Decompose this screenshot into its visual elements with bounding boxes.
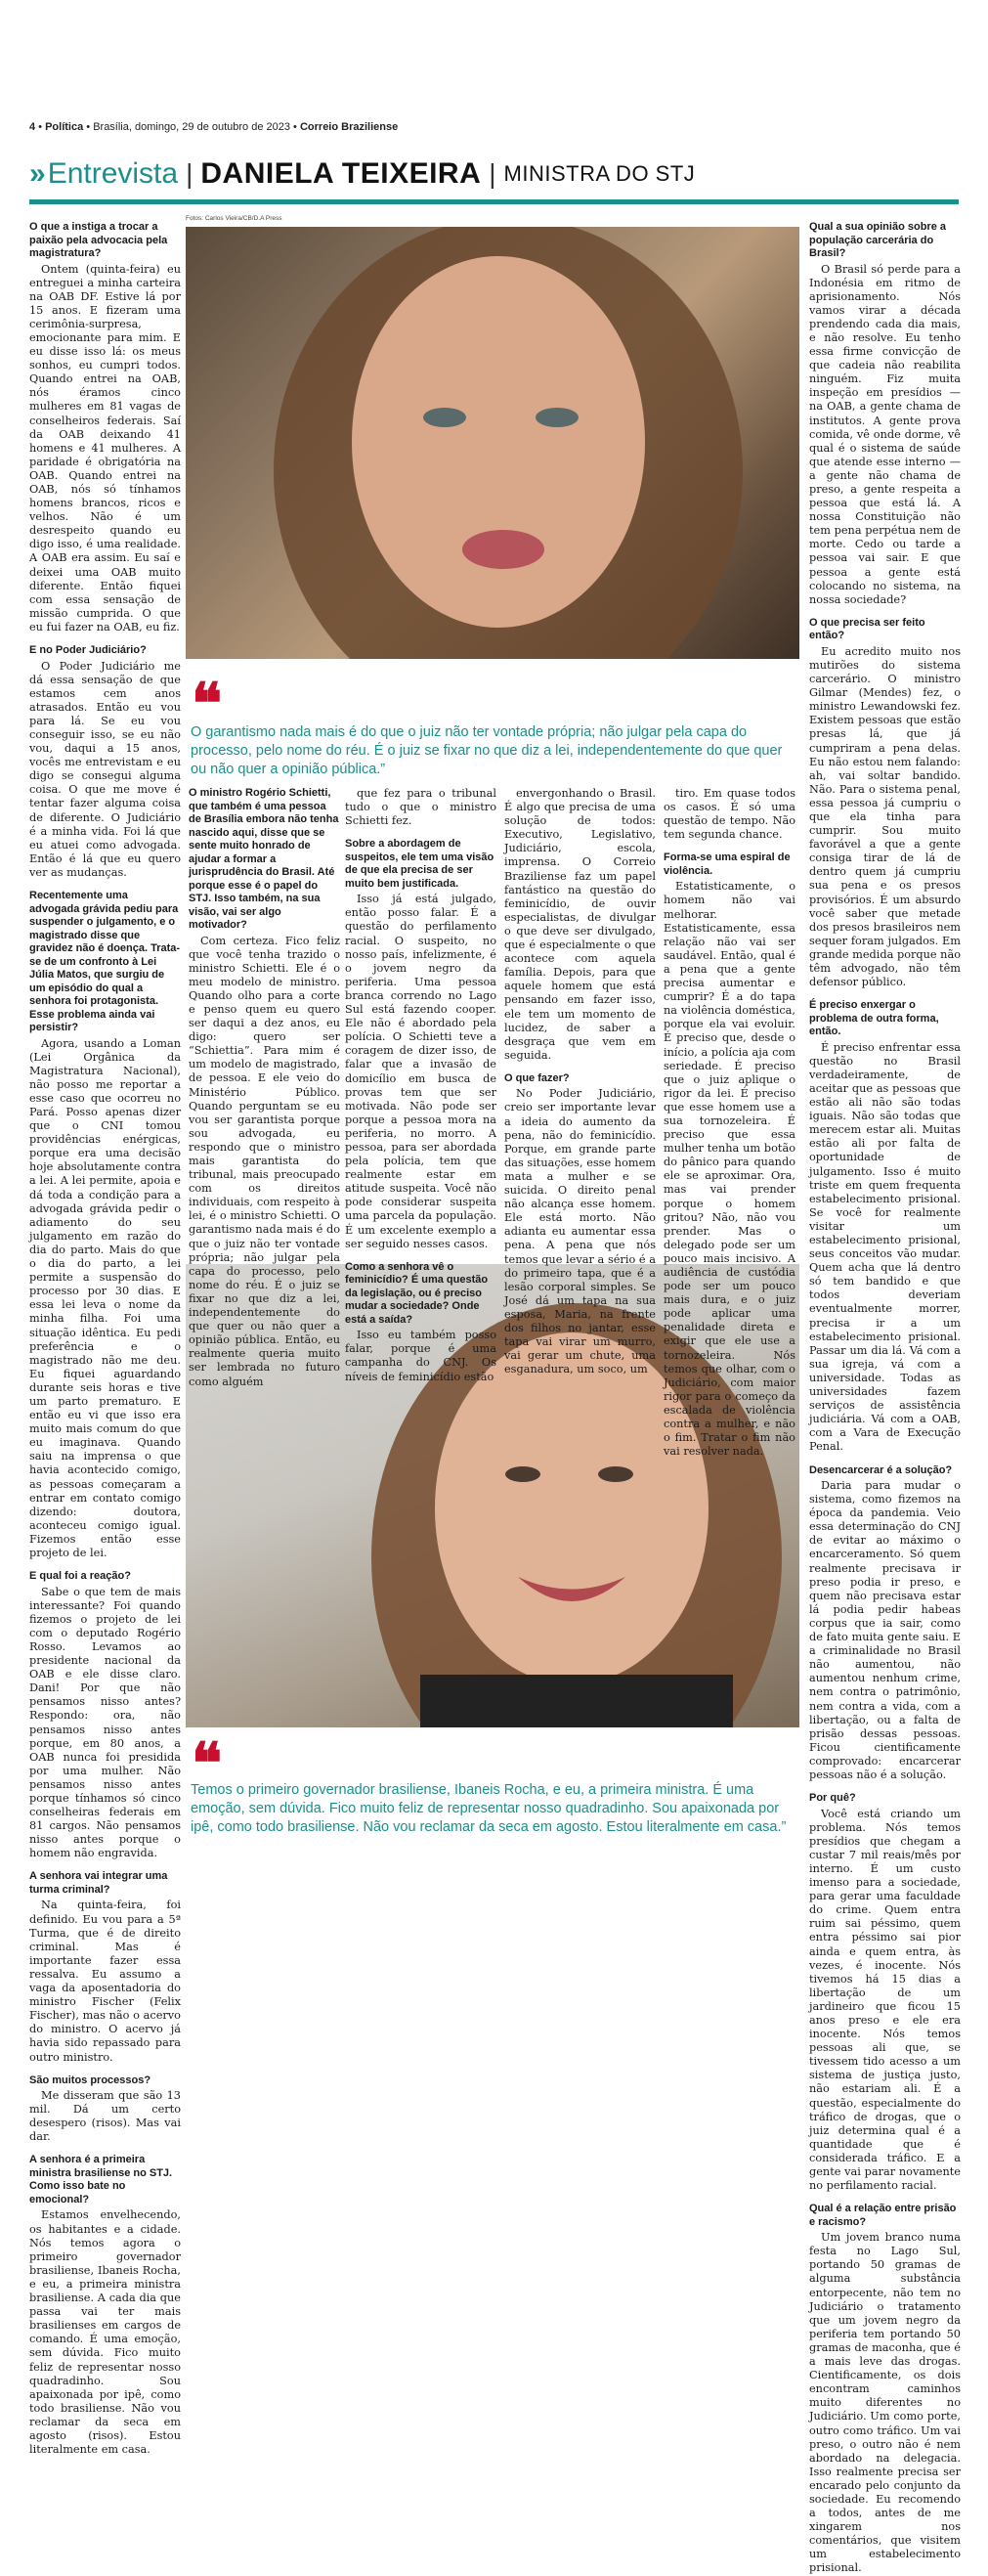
interview-question: A senhora vai integrar uma turma criminal? [29, 1870, 168, 1896]
interview-question: O que a instiga a trocar a paixão pela advocacia pela magistratura? [29, 221, 168, 259]
interview-answer: Você está criando um problema. Nós temos presídios que chegam a custar 7 mil reais/mês por interno. É um custo imenso para a sociedade, para gerar uma faculdade do crime. Quem entra ruim sai péssimo, quem entra péssimo sai pior ainda e quem entra, às vezes, é inocente. Nós tivemos há 15 dias a libertação de um jardineiro que ficou 15 anos preso e ele era inocente. Nós temos pessoas ali que, se tivessem tido acesso a um sistema de justiça justo, não estariam ali. É a questão, especialmente do tráfico de drogas, que o juiz determina qual é a quantidade que é considerada tráfico. E a gente vai parar novamente no perfilamento racial. [809, 1807, 961, 2193]
quote-mark-icon: ❝ [192, 671, 223, 737]
interview-answer: Na quinta-feira, foi definido. Eu vou para a 5ª Turma, que é de direito criminal. Mas é importante fazer essa ressalva. Eu assumo a vaga da aposentadoria do ministro Fischer (Felix Fischer), mas não o acervo do ministro. O acervo já havia sido repassado para outro ministro. [29, 1899, 181, 2064]
text-column-2 [189, 787, 340, 1389]
interview-answer: Estamos envelhecendo, os habitantes e a cidade. Nós temos agora o primeiro governador brasiliense, Ibaneis Rocha, e eu, a primeira ministra brasiliense. A cada dia que passa vai ter mais brasilienses em cargos de comando. É uma emoção, sem dúvida. Fico muito feliz de representar nosso quadradinho. Sou apaixonada por ipê, como todo brasiliense. Não vou reclamar da seca em agosto (risos). Estou literalmente em casa. [29, 2208, 181, 2457]
interview-answer: Um jovem branco numa festa no Lago Sul, portando 50 gramas de alguma substância entorpecente, não tem no Judiciário o tratamento que um jovem negro da periferia tem portando 50 gramas de maconha, que é a mais leve das drogas. Cientificamente, os dois encontram caminhos muito diferentes no Judiciário. Um como porte, outro como tráfico. Um vai preso, o outro não é nem abordado na delegacia. Isso realmente precisa ser encarado pelo conjunto da sociedade. Eu recomendo a todos, antes de me xingarem nos comentários, que visitem um estabelecimento prisional. [809, 2231, 961, 2575]
pull-quote-1: O garantismo nada mais é do que o juiz não ter vontade própria; não julgar pela capa do processo, pelo nome do réu. É o juiz se fixar no que diz a lei, independentemente do que quer ou não quer a opinião pública.” [191, 724, 783, 777]
quote-mark-icon: ❝ [192, 1730, 223, 1797]
interview-answer: Agora, usando a Loman (Lei Orgânica da Magistratura Nacional), não posso me reportar a esse caso que ocorreu no Pará. Posso apenas dizer que o CNI tomou providências enérgicas, porque era uma decisão hoje absolutamente contra a lei. A lei permite, apoia e dá toda a condição para a advogada grávida pedir o adiamento do seu julgamento em razão do dia do parto. Mais do que o dia do parto, a lei permite a suspensão do processo por 30 dias. E essa lei leva o nome da minha filha. Foi uma situação idêntica. Eu pedi preferência e o magistrado não me deu. Eu fiquei aguardando durante seis horas e tive um parto prematuro. E então eu vi que isso era muito mais comum do que eu imaginava. Quando saiu na imprensa o que havia acontecido comigo, as pessoas começaram a entrar em contato comigo dizendo: doutora, aconteceu comigo igual. Fizemos então esse projeto de lei. [29, 1036, 181, 1559]
interview-question: O ministro Rogério Schietti, que também é uma pessoa de Brasília embora não tenha nascido aqui, disse que se sente muito honrado de ajudar a formar a jurisprudência do Brasil. Até porque esse é o papel do STJ. Isso também, na sua visão, vai ser algo motivador? [189, 787, 339, 931]
interview-answer: Ontem (quinta-feira) eu entreguei a minha carteira na OAB DF. Estive lá por 15 anos. E fizeram uma cerimônia-surpresa, emocionante para mim. E eu disse isso lá: os meus sonhos, eu cumpri todos. Quando entrei na OAB, nós éramos cinco mulheres em 81 vagas de conselheiros federais. Saí da OAB deixando 41 homens e 41 mulheres. A paridade é obrigatória na OAB. Quando entrei na OAB, nós só tínhamos homens brancos, ricos e velhos. Não é um desrespeito quando eu digo isso, é uma realidade. A OAB era assim. Eu saí e deixei uma OAB muito diferente. Então fiquei com essa sensação de missão cumprida. O que eu fui fazer na OAB, eu fiz. [29, 262, 181, 633]
interview-answer: É preciso enfrentar essa questão no Brasil verdadeiramente, de aceitar que as pessoas que estão ali não são todas iguais. Não são todas que merecem estar ali. Muitas estão ali por falta de oportunidade de julgamento. Isso é muito triste em quem frequenta estabelecimento prisional. Se você for realmente visitar um estabelecimento prisional, seus conceitos vão mudar. Quem acha que lá dentro só tem bandido e que todos deveriam eventualmente morrer, precisa ir a um estabelecimento prisional. Passar um dia lá. Vá com a sua igreja, vá com a universidade. Todas as universidades fazem serviços de assistência judiciária. Vá com a OAB, com a Vara de Execução Penal. [809, 1040, 961, 1454]
interview-answer: tiro. Em quase todos os casos. É só uma questão de tempo. Não tem segunda chance. [664, 787, 795, 842]
interview-question: Qual é a relação entre prisão e racismo? [809, 2203, 957, 2228]
interview-question: O que precisa ser feito então? [809, 616, 925, 642]
text-column-5 [664, 787, 795, 1459]
interview-question: Por quê? [809, 1792, 856, 1805]
text-column-4 [504, 787, 656, 1376]
interview-question: E no Poder Judiciário? [29, 644, 147, 657]
interview-answer: Eu acredito muito nos mutirões do sistema carcerário. O ministro Gilmar (Mendes) fez, o ministro Lewandowski fez. Existem pessoas que estão presas lá, que já cumpriram a pena delas. Eu não estou nem falando: ah, vai soltar bandido. Não. Para o sistema penal, essa pessoa já cumpriu o que ela tinha para cumprir. Sou muito favorável a que a gente consiga tirar de lá de dentro quem já cumpriu sua pena e os presos provisórios. É um absurdo você saber que metade dos presos brasileiros nem sequer foram julgados. Em grande medida porque não têm advogado, não têm defensor público. [809, 644, 961, 989]
interview-question: São muitos processos? [29, 2074, 151, 2086]
interview-question: Forma-se uma espiral de violência. [664, 851, 791, 877]
interview-answer: envergonhando o Brasil. É algo que precisa de uma solução de todos: Executivo, Legislativo, Judiciário, escola, imprensa. O Correio Braziliense faz um papel fantástico na questão do feminicídio, de ouvir especialistas, de divulgar o que deve ser divulgado, que é especialmente o que acontece com aquela família. Depois, para que aquele homem que está pensando em fazer isso, ele tem um momento de lucidez, de saber a desgraça que vem em seguida. [504, 787, 656, 1062]
section-label: Entrevista [47, 157, 179, 190]
separator: | [489, 158, 496, 189]
interview-answer: que fez para o tribunal tudo o que o ministro Schietti fez. [345, 787, 496, 828]
interview-answer: O Poder Judiciário me dá essa sensação de que estamos cem anos atrasados. Então eu vou para lá. Se eu vou conseguir isso, se eu não vou, daqui a 15 anos, vocês me entrevistam e eu digo se consegui alguma coisa. O que me move é tentar fazer alguma coisa de diferente. O Judiciário é a minha vida. Foi lá que eu atuei como advogada. Então é lá que eu quero ver as mudanças. [29, 659, 181, 879]
interview-answer: Sabe o que tem de mais interessante? Foi quando fizemos o projeto de lei com o deputado Rogério Rosso. Levamos ao presidente nacional da OAB e ele disse claro. Dani! Por que não pensamos nisso antes? Respondo: ora, não pensamos nisso antes porque, em 80 anos, a OAB nunca foi presidida por uma mulher. Não pensamos nisso antes porque tínhamos só cinco conselheiras federais em 81 cargos. Não pensamos nisso antes porque o homem não engravida. [29, 1585, 181, 1860]
headline-rule [29, 199, 959, 204]
interview-answer: Com certeza. Fico feliz que você tenha trazido o ministro Schietti. Ele é o meu modelo de ministro. Quando olho para a corte e penso quem eu quero ser daqui a dez anos, eu digo: quero ser “Schiettia”. Para mim é um modelo de magistrado, de pessoa. E ele veio do Ministério Público. Quando perguntam se eu vou ser garantista porque sou advogada, eu respondo que o ministro mais garantista do tribunal, mais preocupado com os direitos individuais, com respeito à lei, é o ministro Schietti. O garantismo nada mais é do que o juiz não ter vontade própria; não julgar pela capa do processo, pelo nome do réu. É o juiz se fixar no que diz a lei, independentemente do que quer ou não quer a opinião pública. Então, eu realmente queria muito ser lembrada no futuro como alguém [189, 934, 340, 1388]
interview-question: A senhora é a primeira ministra brasiliense no STJ. Como isso bate no emocional? [29, 2154, 173, 2205]
chevron-icon: » [29, 157, 46, 190]
interviewee-role: MINISTRA DO STJ [503, 161, 696, 186]
photo-credit: Fotos: Carlos Vieira/CB/D.A Press [186, 215, 282, 222]
interview-answer: Me disseram que são 13 mil. Dá um certo desespero (risos). Mas vai dar. [29, 2089, 181, 2144]
folio-date: Brasília, domingo, 29 de outubro de 2023 [93, 121, 290, 133]
headline [29, 154, 959, 194]
separator: | [186, 158, 193, 189]
interview-question: Recentemente uma advogada grávida pediu para suspender o julgamento, e o magistrado disse que gravidez não é doença. Trata-se de um confronto à Lei Júlia Matos, que surgiu de um episódio do qual a senhora foi protagonista. Esse problema ainda vai persistir? [29, 890, 181, 1034]
portrait-illustration-top [186, 227, 799, 659]
interview-question: O que fazer? [504, 1071, 570, 1084]
interview-question: É preciso enxergar o problema de outra forma, então. [809, 999, 939, 1038]
interview-question: Como a senhora vê o feminicídio? É uma questão da legislação, ou é preciso mudar a sociedade? Onde está a saída? [345, 1260, 489, 1326]
interview-question: Sobre a abordagem de suspeitos, ele tem uma visão de que ela precisa de ser muito bem justificada. [345, 838, 494, 890]
folio: 4 • Política • Brasília, domingo, 29 de outubro de 2023 • Correio Braziliense [29, 121, 399, 133]
interview-answer: Isso eu também posso falar, porque é uma campanha do CNJ. Os níveis de feminicídio estão [345, 1329, 496, 1383]
text-column-6 [809, 221, 961, 2576]
text-column-1 [29, 221, 181, 2457]
interview-question: Qual a sua opinião sobre a população carcerária do Brasil? [809, 221, 946, 259]
page-number: 4 [29, 121, 36, 133]
interviewee-name: DANIELA TEIXEIRA [200, 157, 482, 190]
folio-paper: Correio Braziliense [299, 121, 399, 133]
folio-section: Política [45, 121, 84, 133]
interview-answer: Daria para mudar o sistema, como fizemos na época da pandemia. Veio essa determinação do CNJ de evitar ao máximo o encarceramento. Só quem realmente precisava ir preso podia ir preso, e quem não precisava estar lá podia pedir habeas corpus que ia sair, como de fato muita gente saiu. E a criminalidade no Brasil não aumentou, não aumentou nenhum crime, nem contra o patrimônio, nem contra a vida, com a libertação, ou a falta de prisão dessas pessoas. Ficou cientificamente comprovado: encarcerar pessoas não é a solução. [809, 1479, 961, 1781]
pull-quote-2: Temos o primeiro governador brasiliense, Ibaneis Rocha, e eu, a primeira ministra. É uma emoção, sem dúvida. Fico muito feliz de representar nosso quadradinho. Sou apaixonada por ipê, como todo brasiliense. Não vou reclamar da seca em agosto. Estou literalmente em casa.” [191, 1782, 787, 1835]
text-column-3 [345, 787, 496, 1384]
interview-answer: Estatisticamente, o homem não vai melhorar. Estatisticamente, essa relação não vai ser saudável. Então, qual é a pena que a gente precisa aumentar e cumprir? É a do tapa na violência doméstica, porque ela vai evoluir. É preciso que, desde o início, a polícia aja com seriedade. É preciso que o juiz aplique o rigor da lei. É preciso que esse homem use a sua tornozeleira. É preciso que essa mulher tenha um botão do pânico para quando ele se aproximar. Ora, mas vai prender porque o homem gritou? Não, não vou prender. Mas o delegado pode ser um pouco mais incisivo. A audiência de custódia pode ser um pouco mais dura, e o juiz pode aplicar uma penalidade direta e exigir que ele use a tornozeleira. Nós temos que olhar, com o Judiciário, com maior rigor para o começo da escalada de violência contra a mulher, e não o fim. Tratar o fim não vai resolver nada. [664, 880, 795, 1459]
interview-question: E qual foi a reação? [29, 1570, 131, 1583]
interview-question: Desencarcerar é a solução? [809, 1463, 953, 1476]
interview-answer: No Poder Judiciário, creio ser importante levar a ideia do aumento da pena, não do feminicídio. Porque, em grande parte das situações, esse homem mata a mulher e se suicida. O direito penal não alcança esse homem. Ele está morto. Não adianta eu aumentar essa pena. A pena que nós temos que levar a sério é a do primeiro tapa, que é a lesão corporal simples. Se José dá um tapa na sua esposa, Maria, na frente dos filhos no jantar, esse tapa vai virar um murro, vai gerar um chute, uma esganadura, um soco, um [504, 1087, 656, 1376]
portrait-photo-top [186, 227, 799, 659]
interview-answer: O Brasil só perde para a Indonésia em ritmo de aprisionamento. Nós vamos virar a década prendendo cada dia mais, e não resolve. Eu tenho essa firme convicção de que cadeia não reabilita ninguém. Fiz muita inspeção em presídios — na OAB, a gente chama de institutos. A gente prova comida, vê onde dorme, vê qual é o sistema de saúde que atende esse interno — a gente não chama de preso, a gente respeita a pessoa que está lá. A nossa Constituição não tem pena perpétua nem de morte. Cedo ou tarde a pessoa vai sair. E que pessoa a gente está colocando no sistema, na nossa sociedade? [809, 262, 961, 606]
interview-answer: Isso já está julgado, então posso falar. É a questão do perfilamento racial. O suspeito, no nosso país, infelizmente, é o jovem negro da periferia. Uma pessoa branca correndo no Lago Sul está fazendo cooper. Ele não é abordado pela polícia. O Schietti teve a coragem de dizer isso, de falar que a invasão de domicílio em busca de provas tem que ser motivada. Não pode ser porque a pessoa mora na periferia, no morro. A pessoa, para ser abordada pela polícia, tem que realmente estar em atitude suspeita. Você não pode considerar suspeita uma parcela da população. É um excelente exemplo a ser seguido nesses casos. [345, 893, 496, 1250]
